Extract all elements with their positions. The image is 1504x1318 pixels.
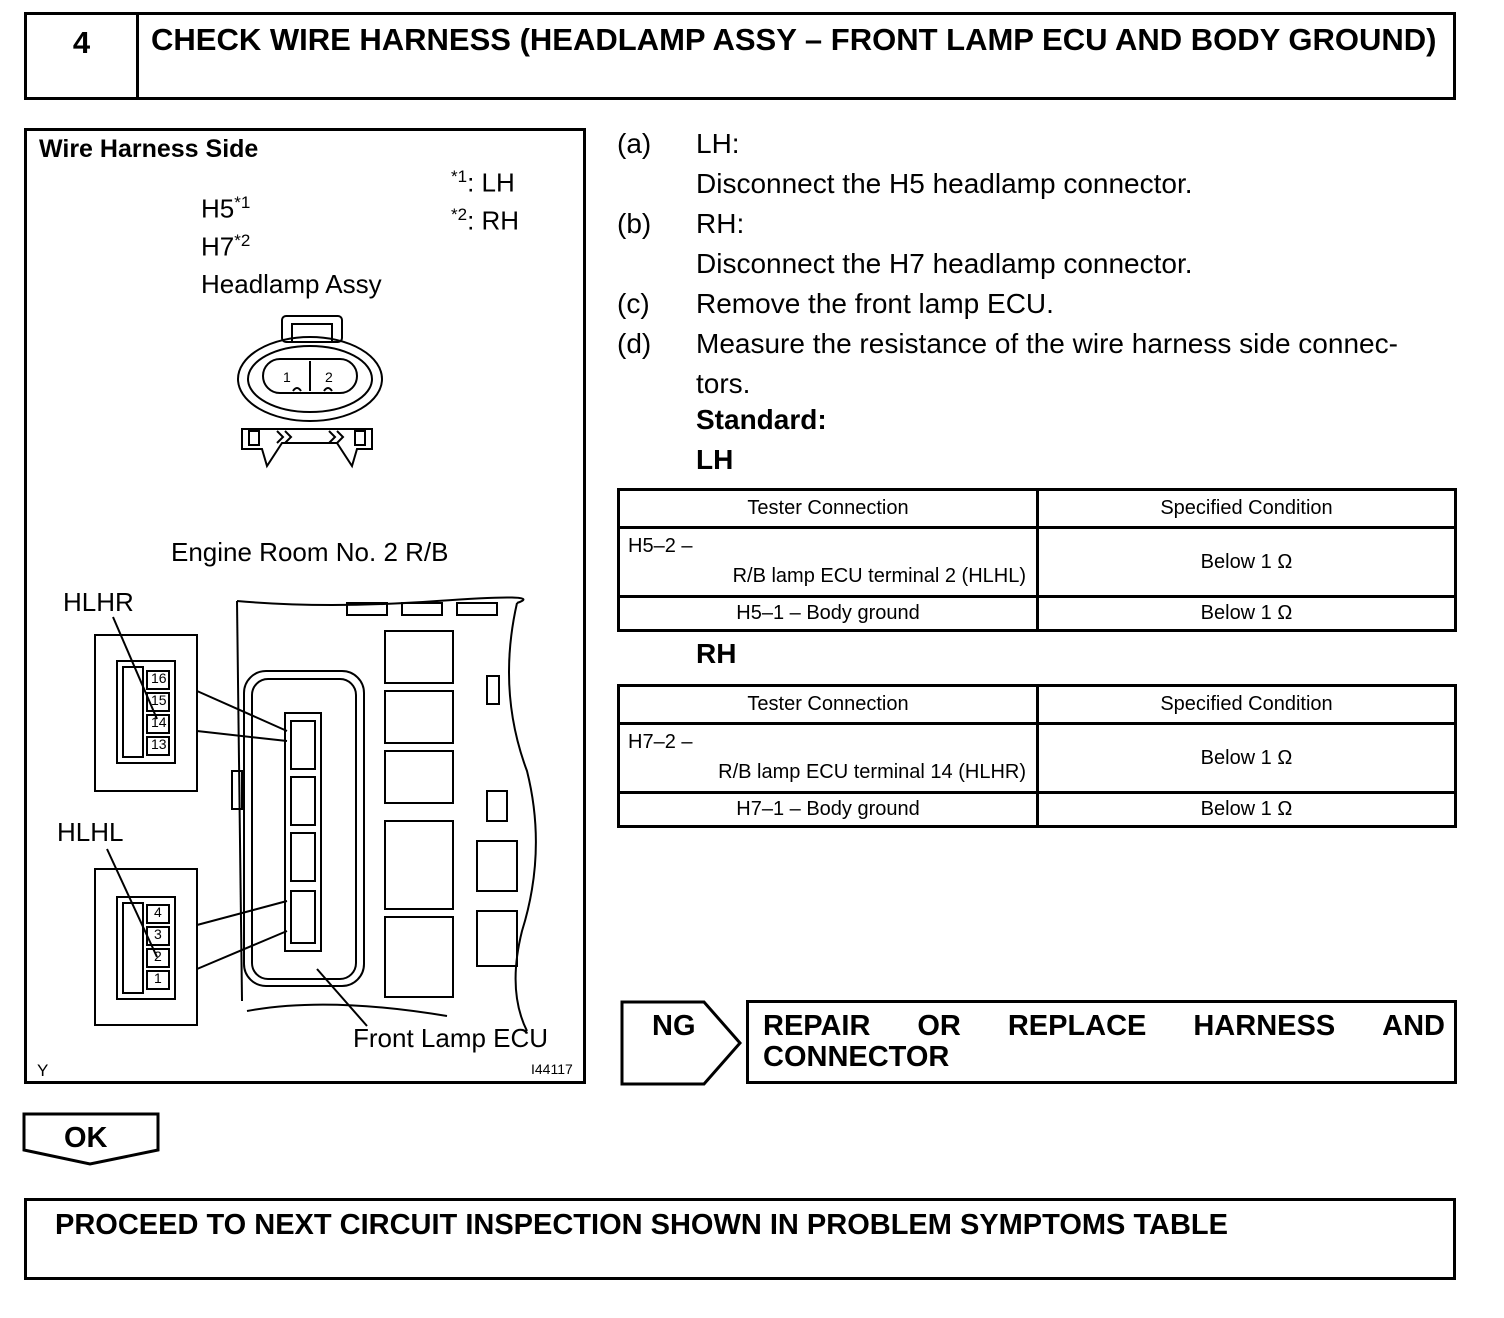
ok-label: OK [64,1122,108,1154]
h5-connector-label: H5$^{*1}$ [201,193,251,224]
table-header-row [619,490,1456,528]
rh-spec-table [617,684,1457,828]
hlhr-pin: 13 [151,736,167,752]
tester-connection-cell: H7–1 – Body ground [619,793,1038,827]
connector-pin-1: 1 [283,369,291,385]
hlhl-pin: 2 [154,948,162,964]
table-row [619,597,1456,631]
figure-id: I44117 [531,1061,573,1077]
corner-mark: Y [37,1061,49,1080]
wiring-figure [24,128,586,1084]
table-header-row [619,686,1456,724]
tester-connection-cell: H5–1 – Body ground [619,597,1038,631]
lh-spec-table [617,488,1457,632]
hlhr-pin: 14 [151,714,167,730]
column-header: Specified Condition [1038,490,1456,528]
step-title: CHECK WIRE HARNESS (HEADLAMP ASSY – FRONT LAMP ECU AND BODY GROUND) [151,22,1437,57]
condition-cell: Below 1 Ω [1038,528,1456,597]
rh-label: RH [696,638,737,669]
hlhr-pin: 15 [151,692,167,708]
lh-label: LH [696,444,734,475]
ng-label: NG [652,1010,696,1042]
footnote-1: $^{*1}$: LH [451,167,515,198]
footnote-2: $^{*2}$: RH [451,205,520,236]
step-number: 4 [27,15,139,97]
ok-action-text: PROCEED TO NEXT CIRCUIT INSPECTION SHOWN IN PROBLEM SYMPTOMS TABLE [55,1209,1228,1241]
ok-action-box [24,1198,1456,1280]
condition-cell: Below 1 Ω [1038,793,1456,827]
ng-action-box [746,1000,1457,1084]
h7-connector-label: H7$^{*2}$ [201,231,251,262]
column-header: Tester Connection [619,490,1038,528]
figure-title: Wire Harness Side [39,135,259,163]
relay-block-label: Engine Room No. 2 R/B [171,537,449,567]
headlamp-connector-drawing [238,316,382,466]
hlhl-pin: 4 [154,904,162,920]
headlamp-assy-label: Headlamp Assy [201,269,382,299]
table-row [619,724,1456,793]
hlhl-pin: 1 [154,970,162,986]
ng-action-text: REPAIR OR REPLACE HARNESS AND CONNECTOR [763,1010,1445,1073]
front-lamp-ecu-label: Front Lamp ECU [353,1023,549,1053]
tester-connection-cell: H5–2 – R/B lamp ECU terminal 2 (HLHL) [619,528,1038,597]
column-header: Tester Connection [619,686,1038,724]
hlhr-pin: 16 [151,670,167,686]
tester-connection-cell: H7–2 – R/B lamp ECU terminal 14 (HLHR) [619,724,1038,793]
hlhl-pin: 3 [154,926,162,942]
condition-cell: Below 1 Ω [1038,724,1456,793]
standard-label: Standard: [696,404,827,435]
hlhl-callout-drawing [95,849,287,1025]
hlhr-callout-drawing [95,617,287,791]
step-header [24,12,1456,100]
relay-block-drawing [232,597,536,1031]
hlhl-label: HLHL [57,817,124,847]
hlhr-label: HLHR [63,587,134,617]
column-header: Specified Condition [1038,686,1456,724]
connector-pin-2: 2 [325,369,333,385]
condition-cell: Below 1 Ω [1038,597,1456,631]
table-row [619,793,1456,827]
table-row [619,528,1456,597]
